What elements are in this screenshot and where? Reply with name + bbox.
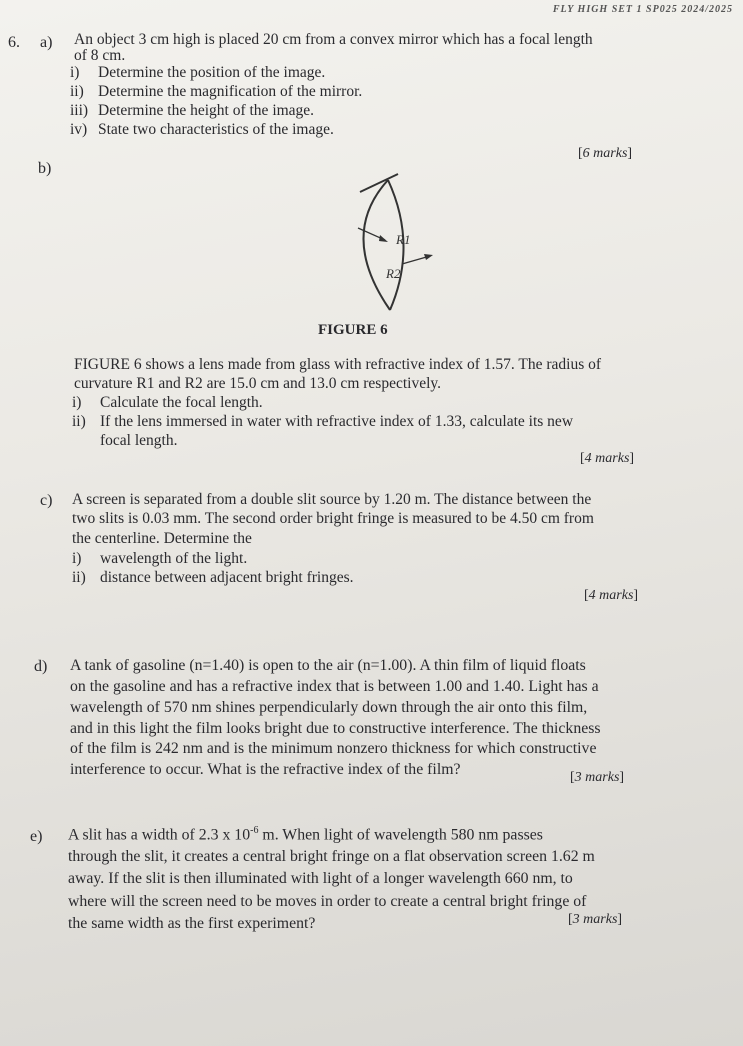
item-text-continued: focal length. — [100, 432, 178, 449]
part-c-label: c) — [40, 492, 53, 509]
part-d-line: on the gasoline and has a refractive index that is between 1.00 and 1.40. Light has a — [70, 677, 599, 695]
item-text: Determine the height of the image. — [98, 102, 315, 119]
part-a-stem-line1: An object 3 cm high is placed 20 cm from a convex mirror which has a focal length — [74, 31, 593, 48]
part-a-item — [70, 64, 362, 83]
exam-header: FLY HIGH SET 1 SP025 2024/2025 — [552, 4, 733, 15]
marks-text: 4 marks — [588, 588, 634, 603]
part-e-line: where will the screen need to be moves in order to create a central bright fringe of — [68, 892, 587, 910]
part-e-line: through the slit, it creates a central bright fringe on a flat observation screen 1.62 m — [68, 848, 595, 866]
item-num: i) — [72, 550, 82, 567]
part-b-stem — [74, 356, 601, 393]
part-b-item — [72, 394, 573, 413]
part-c-items — [72, 550, 354, 588]
marks-text: 3 marks — [572, 912, 618, 927]
part-d-line: interference to occur. What is the refractive index of the film? — [70, 761, 461, 779]
part-d-line: A tank of gasoline (n=1.40) is open to the air (n=1.00). A thin film of liquid floats — [70, 657, 586, 674]
part-d-line: and in this light the film looks bright due to constructive interference. The thickness — [70, 719, 601, 737]
lens-left-surface — [363, 180, 390, 310]
part-e-marks: [3 marks] — [568, 912, 623, 927]
question-number: 6. — [8, 34, 20, 51]
part-e-line1-text: A slit has a width of 2.3 x 10 — [68, 826, 251, 844]
item-num: ii) — [72, 569, 86, 586]
part-c-line: two slits is 0.03 mm. The second order bright fringe is measured to be 4.50 cm from — [72, 510, 594, 528]
part-b-marks: [4 marks] — [580, 451, 635, 466]
part-e-line — [68, 824, 595, 846]
arrow-head-icon — [424, 254, 433, 260]
part-b-stem-line2: curvature R1 and R2 are 15.0 cm and 13.0 cm respectively. — [74, 374, 441, 392]
item-text: If the lens immersed in water with refractive index of 1.33, calculate its new — [100, 413, 574, 430]
part-b-items — [72, 394, 573, 451]
item-text: wavelength of the light. — [100, 550, 248, 567]
item-text: distance between adjacent bright fringes. — [100, 569, 354, 586]
marks-text: 3 marks — [574, 770, 620, 785]
item-num: ii) — [72, 413, 86, 430]
part-b-stem-line1: FIGURE 6 shows a lens made from glass with refractive index of 1.57. The radius of — [74, 356, 602, 373]
part-a-items — [70, 64, 362, 140]
marks-text: 4 marks — [584, 451, 630, 466]
part-c-marks: [4 marks] — [584, 588, 639, 603]
figure-r2-label: R2 — [386, 266, 401, 281]
item-num: iii) — [70, 102, 89, 119]
figure-caption: FIGURE 6 — [318, 322, 388, 338]
item-num: ii) — [70, 83, 84, 100]
part-e-stem — [68, 824, 595, 935]
figure-r1-label: R1 — [396, 232, 411, 247]
part-e-line: away. If the slit is then illuminated with light of a longer wavelength 660 nm, to — [68, 870, 573, 888]
part-c-item — [72, 550, 354, 569]
part-d-line: of the film is 242 nm and is the minimum nonzero thickness for which constructive — [70, 740, 597, 758]
part-c-line: the centerline. Determine the — [72, 529, 252, 547]
part-c-stem — [72, 490, 594, 548]
part-a-stem — [74, 32, 593, 63]
part-d-line: wavelength of 570 nm shines perpendicularly down through the air onto this film, — [70, 698, 588, 716]
part-e-line: the same width as the first experiment? — [68, 914, 316, 932]
item-num: iv) — [70, 121, 88, 138]
item-num: i) — [72, 394, 82, 411]
part-c-item — [72, 569, 354, 588]
part-a-item — [70, 102, 362, 121]
item-text: Determine the magnification of the mirror. — [98, 83, 363, 100]
part-a-marks: [6 marks] — [578, 146, 633, 161]
part-b-label: b) — [38, 160, 52, 177]
part-a-item — [70, 83, 362, 102]
marks-text: 6 marks — [582, 146, 628, 161]
part-b-item — [72, 413, 573, 432]
part-a-label: a) — [40, 34, 53, 51]
part-a-stem-line2: of 8 cm. — [74, 46, 126, 64]
part-c-line: A screen is separated from a double slit source by 1.20 m. The distance between the — [72, 491, 592, 508]
exponent: -6 — [250, 825, 259, 836]
part-e-line1-rest: m. When light of wavelength 580 nm passes — [258, 826, 543, 844]
item-num: i) — [70, 64, 80, 81]
part-a-item — [70, 121, 362, 140]
part-e-label: e) — [30, 828, 43, 845]
part-d-stem — [70, 656, 601, 781]
item-text: State two characteristics of the image. — [98, 121, 334, 138]
arrow-head-icon — [379, 235, 388, 242]
item-text: Determine the position of the image. — [98, 64, 326, 81]
part-d-marks: [3 marks] — [570, 770, 625, 785]
figure-6-lens-diagram — [330, 170, 460, 320]
part-d-label: d) — [34, 658, 48, 675]
item-text: Calculate the focal length. — [100, 394, 263, 411]
